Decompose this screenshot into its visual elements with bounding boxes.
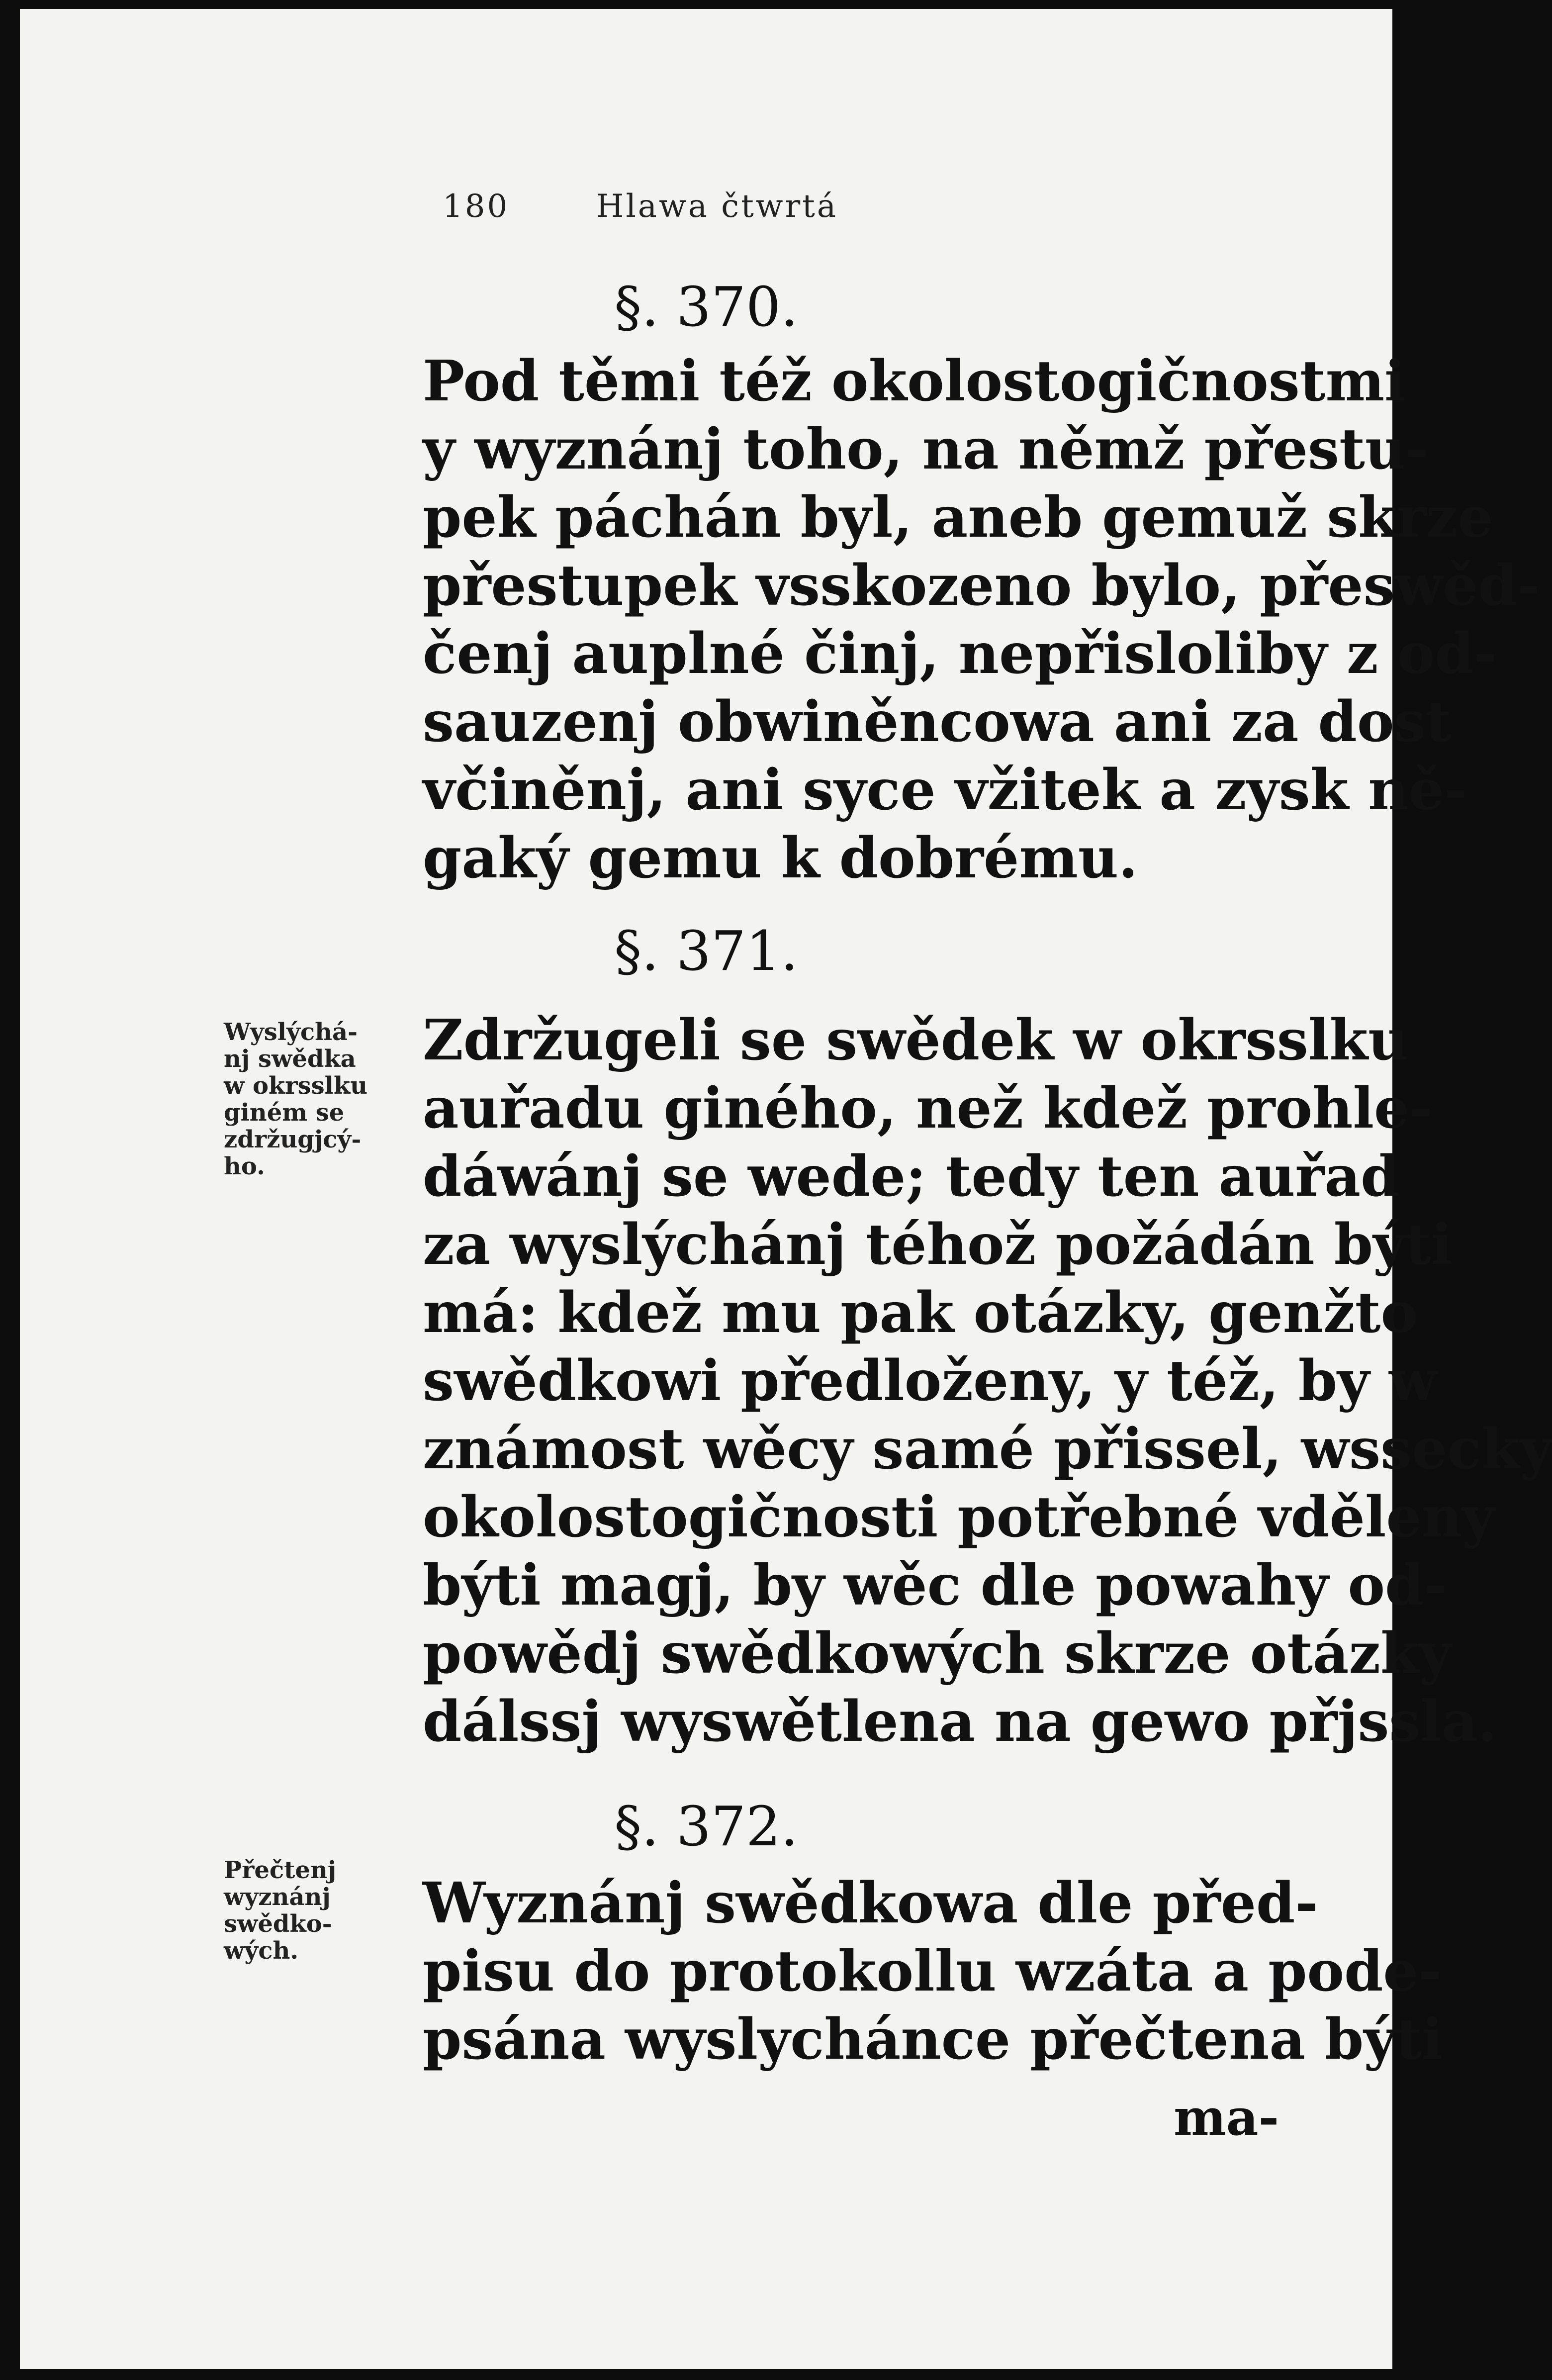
text-line: okolostogičnosti potřebné vděleny: [423, 1485, 1495, 1550]
text-line: za wyslýchánj téhož požádán býti: [423, 1212, 1453, 1277]
margin-note-372: [224, 1857, 423, 1964]
text-line: známost wěcy samé přissel, wssecky: [423, 1417, 1552, 1482]
paragraph-370: [423, 347, 1541, 892]
text-line: přestupek vsskozeno bylo, přeswěd-: [423, 553, 1541, 618]
running-title: Hlawa čtwrtá: [596, 188, 838, 225]
text-line: pek páchán byl, aneb gemuž skrze: [423, 485, 1493, 550]
text-line: auřadu giného, než kdež prohle-: [423, 1076, 1433, 1141]
section-heading-372: §. 372.: [614, 1795, 798, 1858]
margin-note-line: wých.: [224, 1937, 299, 1965]
text-line: swědkowi předloženy, y též, by w: [423, 1348, 1437, 1414]
book-page: [20, 9, 1552, 2369]
running-head: [443, 188, 838, 225]
page-number: 180: [443, 188, 510, 225]
section-heading-370: §. 370.: [614, 275, 798, 339]
text-line: gaký gemu k dobrému.: [423, 826, 1138, 891]
text-line: včiněnj, ani syce vžitek a zysk ně-: [423, 758, 1467, 823]
text-line: Pod těmi též okolostogičnostmi: [423, 349, 1406, 414]
margin-note-line: ho.: [224, 1152, 265, 1180]
text-line: psána wyslychánce přečtena býti: [423, 2007, 1443, 2072]
margin-note-line: wyznánj: [224, 1883, 331, 1911]
text-line: býti magj, by wěc dle powahy od-: [423, 1553, 1447, 1618]
paragraph-372: [423, 1869, 1443, 2074]
margin-note-line: nj swědka: [224, 1045, 356, 1073]
margin-note-line: zdržugjcý-: [224, 1126, 362, 1153]
margin-note-line: w okrsslku: [224, 1072, 368, 1100]
text-line: powědj swědkowých skrze otázky: [423, 1621, 1452, 1686]
text-line: čenj auplné činj, nepřisloliby z od-: [423, 621, 1497, 686]
text-line: má: kdež mu pak otázky, genžto: [423, 1280, 1418, 1345]
text-line: y wyznánj toho, na němž přestu-: [423, 417, 1429, 482]
section-heading-371: §. 371.: [614, 919, 798, 983]
paragraph-371: [423, 1006, 1552, 1756]
margin-note-line: swědko-: [224, 1910, 332, 1938]
margin-note-line: Wyslýchá-: [224, 1018, 358, 1046]
text-line: Zdržugeli se swědek w okrsslku: [423, 1008, 1409, 1073]
text-line: sauzenj obwiněncowa ani za dost: [423, 689, 1452, 755]
text-line: dáwánj se wede; tedy ten auřad: [423, 1144, 1400, 1209]
text-line: dálssj wyswětlena na gewo přjssla.: [423, 1689, 1497, 1754]
catchword: ma-: [1174, 2088, 1279, 2147]
margin-note-line: Přečtenj: [224, 1856, 337, 1884]
text-line: Wyznánj swědkowa dle před-: [423, 1871, 1318, 1936]
text-line: pisu do protokollu wzáta a pode-: [423, 1939, 1442, 2004]
margin-note-line: giném se: [224, 1099, 345, 1127]
margin-note-371: [224, 1019, 423, 1180]
